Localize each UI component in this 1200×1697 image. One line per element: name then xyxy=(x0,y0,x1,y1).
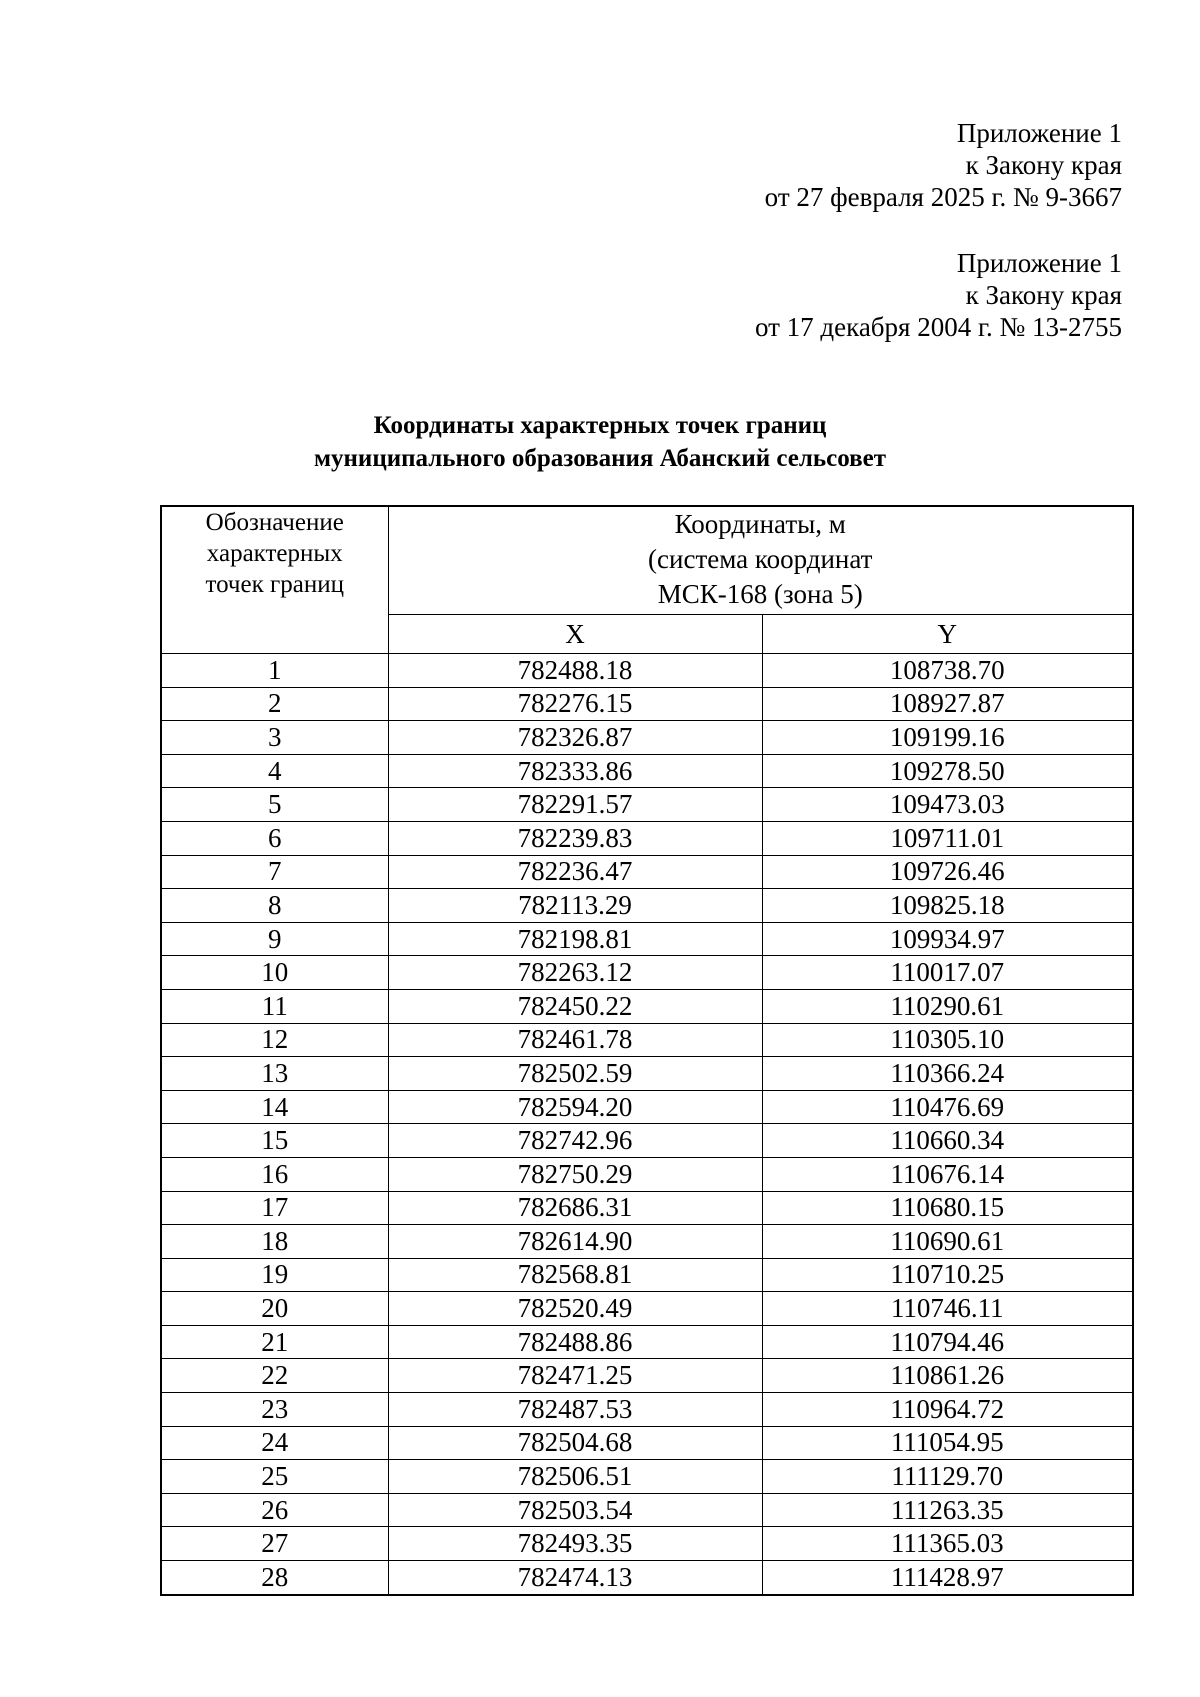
x-coordinate-cell: 782239.83 xyxy=(388,821,762,855)
point-id-cell: 28 xyxy=(161,1561,388,1595)
x-coordinate-cell: 782488.18 xyxy=(388,654,762,688)
table-row xyxy=(161,654,1133,688)
y-coordinate-cell: 109711.01 xyxy=(762,821,1133,855)
x-coordinate-cell: 782461.78 xyxy=(388,1023,762,1057)
x-coordinate-cell: 782520.49 xyxy=(388,1292,762,1326)
point-id-cell: 21 xyxy=(161,1325,388,1359)
table-row xyxy=(161,1023,1133,1057)
header-text: Координаты, м xyxy=(674,509,846,539)
appendix-law-ref: к Закону края xyxy=(965,150,1122,180)
column-header-y: Y xyxy=(762,615,1133,654)
table-row xyxy=(161,1393,1133,1427)
table-row xyxy=(161,956,1133,990)
x-coordinate-cell: 782474.13 xyxy=(388,1561,762,1595)
table-row xyxy=(161,754,1133,788)
point-id-cell: 8 xyxy=(161,889,388,923)
appendix-title: Приложение 1 xyxy=(956,118,1122,148)
appendix-title: Приложение 1 xyxy=(956,248,1122,278)
table-row xyxy=(161,1561,1133,1595)
x-coordinate-cell: 782236.47 xyxy=(388,855,762,889)
y-coordinate-cell: 108927.87 xyxy=(762,687,1133,721)
x-coordinate-cell: 782488.86 xyxy=(388,1325,762,1359)
point-id-cell: 16 xyxy=(161,1157,388,1191)
point-id-cell: 3 xyxy=(161,721,388,755)
y-coordinate-cell: 110794.46 xyxy=(762,1325,1133,1359)
point-id-cell: 9 xyxy=(161,922,388,956)
appendix-law-ref: к Закону края xyxy=(965,280,1122,310)
point-id-cell: 22 xyxy=(161,1359,388,1393)
table-row xyxy=(161,1426,1133,1460)
x-coordinate-cell: 782506.51 xyxy=(388,1460,762,1494)
table-row xyxy=(161,1225,1133,1259)
point-id-cell: 12 xyxy=(161,1023,388,1057)
y-coordinate-cell: 110861.26 xyxy=(762,1359,1133,1393)
y-coordinate-cell: 110690.61 xyxy=(762,1225,1133,1259)
x-coordinate-cell: 782568.81 xyxy=(388,1258,762,1292)
point-id-cell: 7 xyxy=(161,855,388,889)
table-row xyxy=(161,1460,1133,1494)
y-coordinate-cell: 109199.16 xyxy=(762,721,1133,755)
table-body xyxy=(161,654,1133,1595)
x-coordinate-cell: 782742.96 xyxy=(388,1124,762,1158)
y-coordinate-cell: 110366.24 xyxy=(762,1057,1133,1091)
y-coordinate-cell: 109278.50 xyxy=(762,754,1133,788)
column-header-coordinates xyxy=(388,506,1133,615)
appendix-law-date: от 17 декабря 2004 г. № 13-2755 xyxy=(754,312,1122,342)
document-title xyxy=(0,409,1200,475)
y-coordinate-cell: 110660.34 xyxy=(762,1124,1133,1158)
table-header-row xyxy=(161,506,1133,615)
x-coordinate-cell: 782493.35 xyxy=(388,1527,762,1561)
table-row xyxy=(161,1191,1133,1225)
table-row xyxy=(161,687,1133,721)
table-row xyxy=(161,1527,1133,1561)
x-coordinate-cell: 782750.29 xyxy=(388,1157,762,1191)
table-row xyxy=(161,721,1133,755)
column-header-point-id xyxy=(161,506,388,654)
x-coordinate-cell: 782504.68 xyxy=(388,1426,762,1460)
y-coordinate-cell: 111054.95 xyxy=(762,1426,1133,1460)
point-id-cell: 25 xyxy=(161,1460,388,1494)
point-id-cell: 11 xyxy=(161,989,388,1023)
point-id-cell: 15 xyxy=(161,1124,388,1158)
point-id-cell: 4 xyxy=(161,754,388,788)
table-row xyxy=(161,1057,1133,1091)
y-coordinate-cell: 109825.18 xyxy=(762,889,1133,923)
x-coordinate-cell: 782198.81 xyxy=(388,922,762,956)
x-coordinate-cell: 782326.87 xyxy=(388,721,762,755)
y-coordinate-cell: 110676.14 xyxy=(762,1157,1133,1191)
point-id-cell: 27 xyxy=(161,1527,388,1561)
x-coordinate-cell: 782471.25 xyxy=(388,1359,762,1393)
x-coordinate-cell: 782502.59 xyxy=(388,1057,762,1091)
x-coordinate-cell: 782333.86 xyxy=(388,754,762,788)
x-coordinate-cell: 782503.54 xyxy=(388,1493,762,1527)
point-id-cell: 20 xyxy=(161,1292,388,1326)
point-id-cell: 6 xyxy=(161,821,388,855)
header-text: (система координат xyxy=(648,544,873,574)
x-coordinate-cell: 782614.90 xyxy=(388,1225,762,1259)
x-coordinate-cell: 782487.53 xyxy=(388,1393,762,1427)
y-coordinate-cell: 110680.15 xyxy=(762,1191,1133,1225)
point-id-cell: 26 xyxy=(161,1493,388,1527)
x-coordinate-cell: 782291.57 xyxy=(388,788,762,822)
coordinates-table xyxy=(160,505,1134,1596)
appendix-law-date: от 27 февраля 2025 г. № 9-3667 xyxy=(764,182,1122,212)
table-row xyxy=(161,889,1133,923)
point-id-cell: 10 xyxy=(161,956,388,990)
x-coordinate-cell: 782450.22 xyxy=(388,989,762,1023)
point-id-cell: 14 xyxy=(161,1090,388,1124)
y-coordinate-cell: 111365.03 xyxy=(762,1527,1133,1561)
y-coordinate-cell: 110017.07 xyxy=(762,956,1133,990)
table-row xyxy=(161,989,1133,1023)
x-coordinate-cell: 782686.31 xyxy=(388,1191,762,1225)
table-row xyxy=(161,1090,1133,1124)
point-id-cell: 2 xyxy=(161,687,388,721)
table-row xyxy=(161,922,1133,956)
y-coordinate-cell: 108738.70 xyxy=(762,654,1133,688)
y-coordinate-cell: 110290.61 xyxy=(762,989,1133,1023)
x-coordinate-cell: 782276.15 xyxy=(388,687,762,721)
table-row xyxy=(161,788,1133,822)
point-id-cell: 19 xyxy=(161,1258,388,1292)
x-coordinate-cell: 782113.29 xyxy=(388,889,762,923)
point-id-cell: 17 xyxy=(161,1191,388,1225)
y-coordinate-cell: 111129.70 xyxy=(762,1460,1133,1494)
table-row xyxy=(161,1124,1133,1158)
x-coordinate-cell: 782594.20 xyxy=(388,1090,762,1124)
table-row xyxy=(161,1292,1133,1326)
y-coordinate-cell: 110476.69 xyxy=(762,1090,1133,1124)
y-coordinate-cell: 111263.35 xyxy=(762,1493,1133,1527)
y-coordinate-cell: 110305.10 xyxy=(762,1023,1133,1057)
appendix-header-current xyxy=(765,117,1122,213)
header-text: МСК-168 (зона 5) xyxy=(657,579,863,609)
y-coordinate-cell: 109934.97 xyxy=(762,922,1133,956)
document-title-line-2: муниципального образования Абанский сельсовет xyxy=(313,445,886,472)
table-row xyxy=(161,1493,1133,1527)
table-row xyxy=(161,1157,1133,1191)
y-coordinate-cell: 109473.03 xyxy=(762,788,1133,822)
document-title-line-1: Координаты характерных точек границ xyxy=(373,412,827,439)
y-coordinate-cell: 110746.11 xyxy=(762,1292,1133,1326)
point-id-cell: 5 xyxy=(161,788,388,822)
table-row xyxy=(161,821,1133,855)
point-id-cell: 18 xyxy=(161,1225,388,1259)
header-text: характерных xyxy=(206,540,343,567)
point-id-cell: 24 xyxy=(161,1426,388,1460)
column-header-x: X xyxy=(388,615,762,654)
header-text: Обозначение xyxy=(205,509,344,536)
point-id-cell: 1 xyxy=(161,654,388,688)
header-text: точек границ xyxy=(205,571,344,598)
y-coordinate-cell: 110964.72 xyxy=(762,1393,1133,1427)
appendix-header-original xyxy=(755,247,1122,343)
table-row xyxy=(161,1258,1133,1292)
y-coordinate-cell: 111428.97 xyxy=(762,1561,1133,1595)
table-row xyxy=(161,1325,1133,1359)
table-row xyxy=(161,1359,1133,1393)
y-coordinate-cell: 109726.46 xyxy=(762,855,1133,889)
table-row xyxy=(161,855,1133,889)
x-coordinate-cell: 782263.12 xyxy=(388,956,762,990)
y-coordinate-cell: 110710.25 xyxy=(762,1258,1133,1292)
point-id-cell: 13 xyxy=(161,1057,388,1091)
point-id-cell: 23 xyxy=(161,1393,388,1427)
